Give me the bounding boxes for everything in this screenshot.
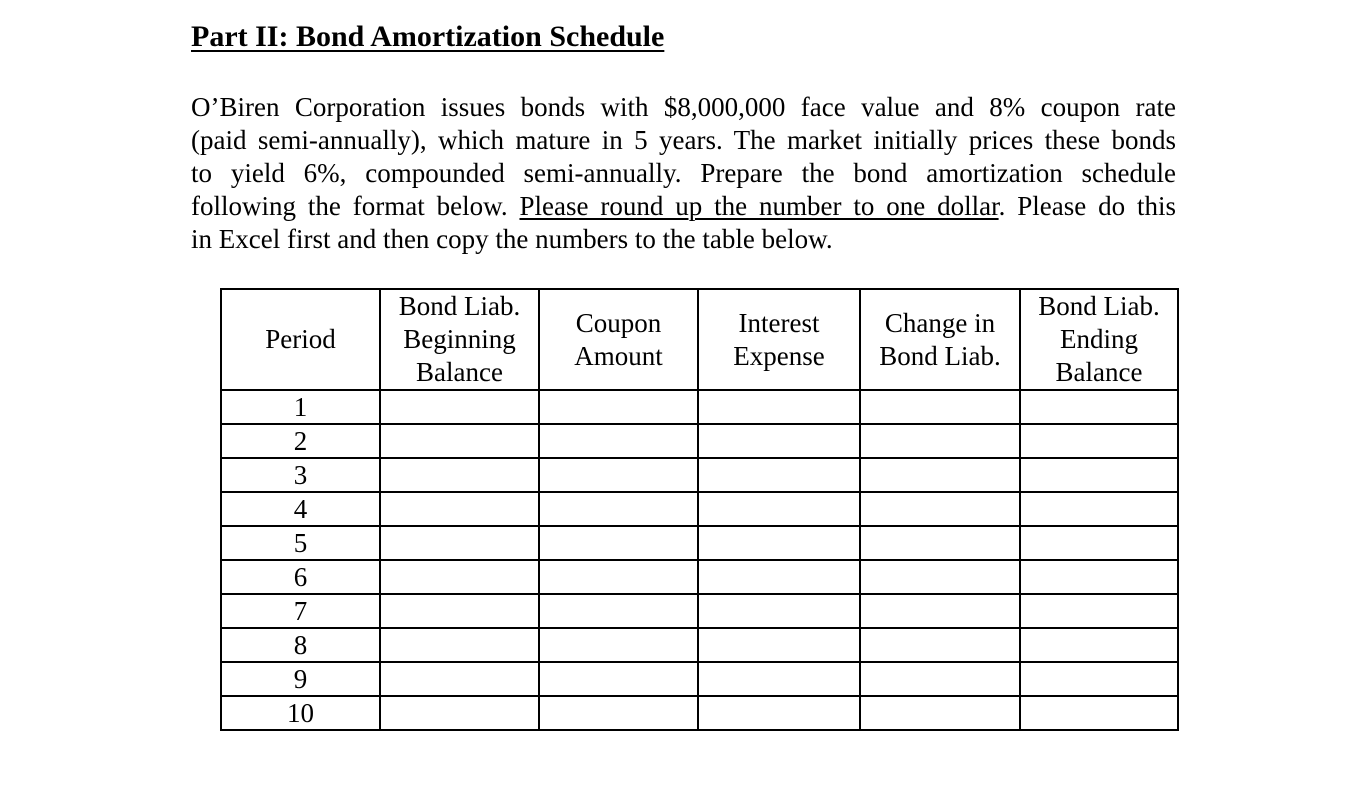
period-cell: 3 bbox=[221, 458, 380, 492]
page-title: Part II: Bond Amortization Schedule bbox=[191, 20, 665, 53]
period-cell: 7 bbox=[221, 594, 380, 628]
problem-description bbox=[191, 91, 1176, 256]
header-row bbox=[221, 289, 1178, 390]
table-row bbox=[221, 492, 1178, 526]
period-cell: 9 bbox=[221, 662, 380, 696]
period-cell: 4 bbox=[221, 492, 380, 526]
table-row bbox=[221, 458, 1178, 492]
period-cell: 10 bbox=[221, 696, 380, 730]
table-row bbox=[221, 696, 1178, 730]
coupon-amount-cell[interactable] bbox=[539, 696, 698, 730]
change-in-liability-cell[interactable] bbox=[860, 424, 1020, 458]
description-line: (paid semi-annually), which mature in 5 years. The market initially prices these bonds bbox=[191, 125, 1176, 155]
change-in-liability-cell[interactable] bbox=[860, 390, 1020, 424]
table-row bbox=[221, 560, 1178, 594]
header-ending-balance: Bond Liab. Ending Balance bbox=[1020, 289, 1178, 390]
period-cell: 2 bbox=[221, 424, 380, 458]
period-cell: 8 bbox=[221, 628, 380, 662]
table-row bbox=[221, 628, 1178, 662]
description-line: to yield 6%, compounded semi-annually. Prepare the bond amortization schedule bbox=[191, 158, 1176, 188]
coupon-amount-cell[interactable] bbox=[539, 458, 698, 492]
header-coupon-amount: Coupon Amount bbox=[539, 289, 698, 390]
coupon-amount-cell[interactable] bbox=[539, 560, 698, 594]
amortization-table bbox=[220, 288, 1179, 731]
interest-expense-cell[interactable] bbox=[698, 390, 860, 424]
table-body bbox=[221, 390, 1178, 730]
coupon-amount-cell[interactable] bbox=[539, 424, 698, 458]
ending-balance-cell[interactable] bbox=[1020, 526, 1178, 560]
interest-expense-cell[interactable] bbox=[698, 526, 860, 560]
ending-balance-cell[interactable] bbox=[1020, 662, 1178, 696]
ending-balance-cell[interactable] bbox=[1020, 594, 1178, 628]
table-row bbox=[221, 594, 1178, 628]
table-row bbox=[221, 424, 1178, 458]
change-in-liability-cell[interactable] bbox=[860, 526, 1020, 560]
beginning-balance-cell[interactable] bbox=[380, 492, 539, 526]
period-cell: 5 bbox=[221, 526, 380, 560]
coupon-amount-cell[interactable] bbox=[539, 662, 698, 696]
ending-balance-cell[interactable] bbox=[1020, 492, 1178, 526]
ending-balance-cell[interactable] bbox=[1020, 628, 1178, 662]
header-change-in-liability: Change in Bond Liab. bbox=[860, 289, 1020, 390]
change-in-liability-cell[interactable] bbox=[860, 492, 1020, 526]
interest-expense-cell[interactable] bbox=[698, 458, 860, 492]
description-line: in Excel first and then copy the numbers to the table below. bbox=[191, 224, 833, 254]
ending-balance-cell[interactable] bbox=[1020, 458, 1178, 492]
header-beginning-balance: Bond Liab. Beginning Balance bbox=[380, 289, 539, 390]
description-line: O’Biren Corporation issues bonds with $8,000,000 face value and 8% coupon rate bbox=[191, 92, 1176, 122]
change-in-liability-cell[interactable] bbox=[860, 662, 1020, 696]
change-in-liability-cell[interactable] bbox=[860, 696, 1020, 730]
change-in-liability-cell[interactable] bbox=[860, 458, 1020, 492]
rounding-instruction: Please round up the number to one dollar bbox=[519, 191, 999, 221]
beginning-balance-cell[interactable] bbox=[380, 458, 539, 492]
beginning-balance-cell[interactable] bbox=[380, 424, 539, 458]
beginning-balance-cell[interactable] bbox=[380, 390, 539, 424]
beginning-balance-cell[interactable] bbox=[380, 560, 539, 594]
interest-expense-cell[interactable] bbox=[698, 662, 860, 696]
interest-expense-cell[interactable] bbox=[698, 492, 860, 526]
ending-balance-cell[interactable] bbox=[1020, 424, 1178, 458]
change-in-liability-cell[interactable] bbox=[860, 628, 1020, 662]
interest-expense-cell[interactable] bbox=[698, 696, 860, 730]
interest-expense-cell[interactable] bbox=[698, 594, 860, 628]
coupon-amount-cell[interactable] bbox=[539, 526, 698, 560]
beginning-balance-cell[interactable] bbox=[380, 594, 539, 628]
instruction-text: . Please do this bbox=[998, 191, 1176, 221]
beginning-balance-cell[interactable] bbox=[380, 526, 539, 560]
beginning-balance-cell[interactable] bbox=[380, 662, 539, 696]
interest-expense-cell[interactable] bbox=[698, 424, 860, 458]
header-interest-expense: Interest Expense bbox=[698, 289, 860, 390]
coupon-amount-cell[interactable] bbox=[539, 492, 698, 526]
coupon-amount-cell[interactable] bbox=[539, 390, 698, 424]
beginning-balance-cell[interactable] bbox=[380, 696, 539, 730]
beginning-balance-cell[interactable] bbox=[380, 628, 539, 662]
interest-expense-cell[interactable] bbox=[698, 628, 860, 662]
change-in-liability-cell[interactable] bbox=[860, 560, 1020, 594]
ending-balance-cell[interactable] bbox=[1020, 560, 1178, 594]
ending-balance-cell[interactable] bbox=[1020, 696, 1178, 730]
header-period: Period bbox=[221, 289, 380, 390]
description-line bbox=[191, 190, 1176, 223]
ending-balance-cell[interactable] bbox=[1020, 390, 1178, 424]
period-cell: 6 bbox=[221, 560, 380, 594]
change-in-liability-cell[interactable] bbox=[860, 594, 1020, 628]
table-row bbox=[221, 390, 1178, 424]
coupon-amount-cell[interactable] bbox=[539, 594, 698, 628]
instruction-text: following the format below. bbox=[191, 191, 520, 221]
table-row bbox=[221, 662, 1178, 696]
interest-expense-cell[interactable] bbox=[698, 560, 860, 594]
table-row bbox=[221, 526, 1178, 560]
coupon-amount-cell[interactable] bbox=[539, 628, 698, 662]
period-cell: 1 bbox=[221, 390, 380, 424]
